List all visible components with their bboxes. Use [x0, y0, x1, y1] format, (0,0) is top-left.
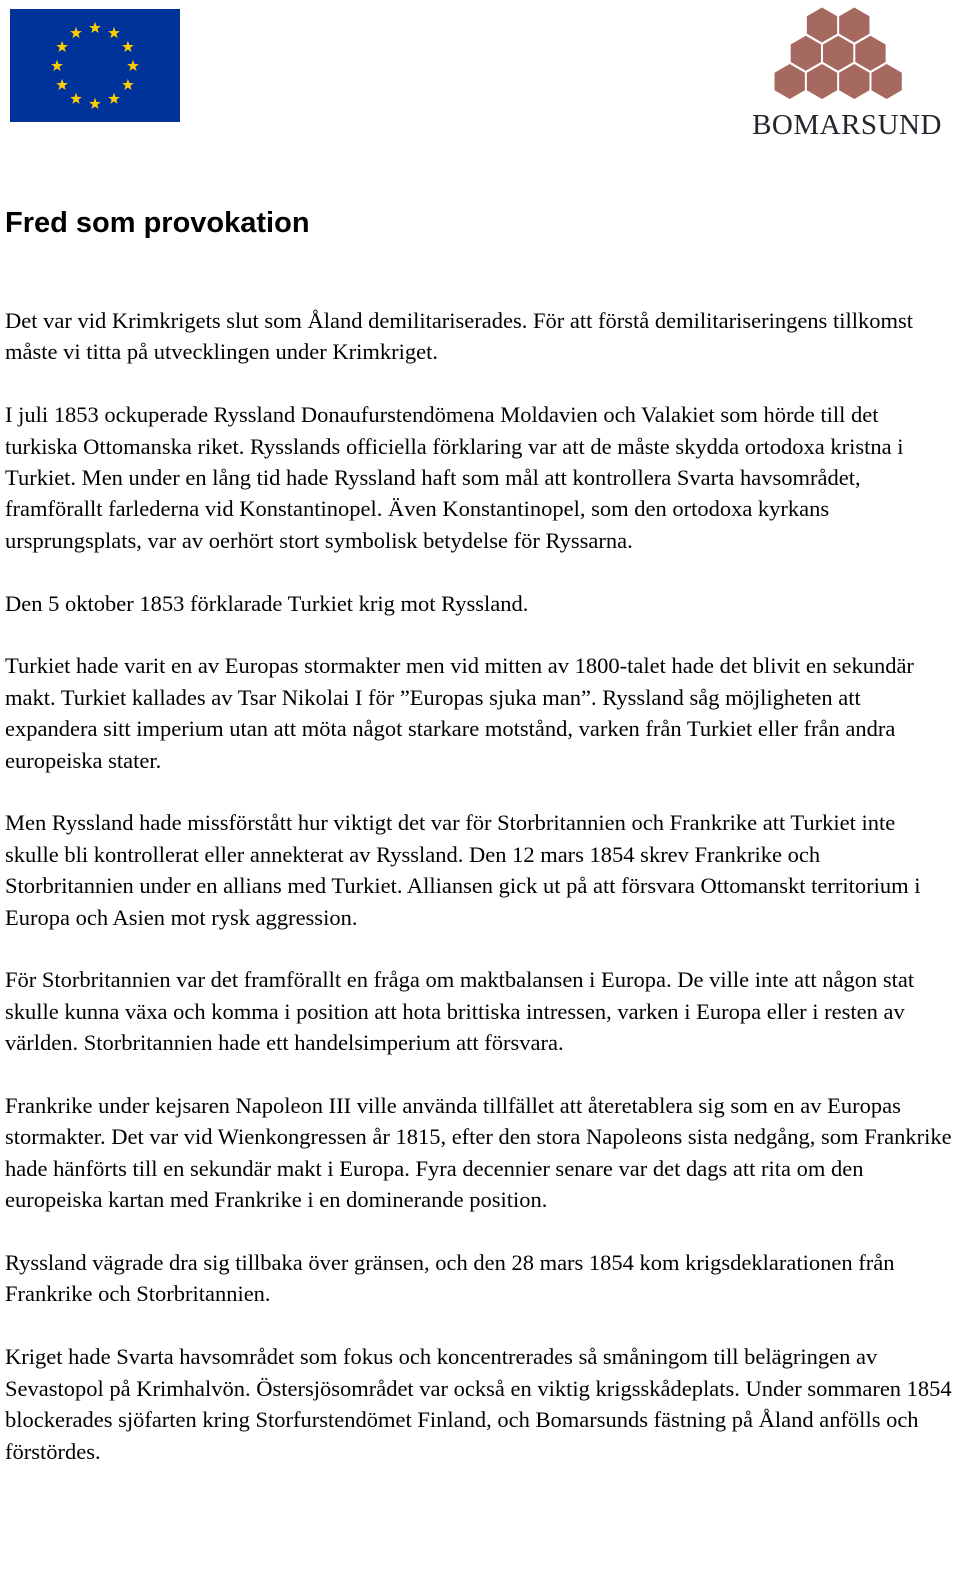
paragraph: Turkiet hade varit en av Europas stormakter men vid mitten av 1800-talet hade det blivit en sekundär makt. Turkiet kallades av Tsar Nikolai I för ”Europas sjuka man”. Ryssland såg möjligheten att expandera sitt imperium utan att möta något starkare motstånd, varken från Turkiet eller från andra europeiska stater.: [5, 653, 914, 773]
paragraph: Kriget hade Svarta havsområdet som fokus och koncentrerades så småningom till belägringen av Sevastopol på Krimhalvön. Östersjösområdet var också en viktig krigsskådeplats. Under sommaren 1854 blockerades sjöfarten kring Storfurstendömet Finland, och Bomarsunds fästning på Åland anfölls och förstördes.: [5, 1344, 952, 1464]
hexagon-icon: [807, 64, 837, 99]
bomarsund-logo: [738, 6, 956, 140]
paragraph: Ryssland vägrade dra sig tillbaka över gränsen, och den 28 mars 1854 kom krigsdeklarationen från Frankrike och Storbritannien.: [5, 1250, 895, 1307]
hexagon-icon: [823, 36, 853, 71]
hexagon-icon: [839, 64, 869, 99]
paragraph: För Storbritannien var det framförallt en fråga om maktbalansen i Europa. De ville inte att någon stat skulle kunna växa och komma i position att hota brittiska intressen, varken i Europa eller i resten av världen. Storbritannien hade ett handelsimperium att försvara.: [5, 967, 915, 1056]
logo-wordmark: BOMARSUND: [752, 109, 942, 141]
hexagon-icon: [775, 64, 805, 99]
hexagon-icon: [791, 36, 821, 71]
paragraph: Det var vid Krimkrigets slut som Åland demilitariserades. För att förstå demilitariseringens tillkomst måste vi titta på utvecklingen under Krimkriget.: [5, 308, 913, 365]
eu-flag-icon: [10, 9, 180, 122]
document-body: [5, 305, 953, 1498]
hexagon-icon: [871, 64, 901, 99]
hexagon-cluster-icon: [738, 6, 956, 110]
hexagon-icon: [807, 8, 837, 43]
hexagon-icon: [855, 36, 885, 71]
page-title: Fred som provokation: [5, 207, 310, 239]
paragraph: Men Ryssland hade missförstått hur viktigt det var för Storbritannien och Frankrike att Turkiet inte skulle bli kontrollerat eller annekterat av Ryssland. Den 12 mars 1854 skrev Frankrike och Storbritannien under en allians med Turkiet. Alliansen gick ut på att försvara Ottomanskt territorium i Europa och Asien mot rysk aggression.: [5, 810, 921, 930]
hexagon-icon: [839, 8, 869, 43]
paragraph: I juli 1853 ockuperade Ryssland Donaufurstendömena Moldavien och Valakiet som hörde till det turkiska Ottomanska riket. Rysslands officiella förklaring var att de måste skydda ortodoxa kristna i Turkiet. Men under en lång tid hade Ryssland haft som mål att kontrollera Svarta havsområdet, framförallt farlederna vid Konstantinopel. Även Konstantinopel, som den ortodoxa kyrkans ursprungsplats, var av oerhört stort symbolisk betydelse för Ryssarna.: [5, 402, 904, 553]
paragraph: Frankrike under kejsaren Napoleon III ville använda tillfället att återetablera sig som en av Europas stormakter. Det var vid Wienkongressen år 1815, efter den stora Napoleons sista nedgång, som Frankrike hade hänförts till en sekundär makt i Europa. Fyra decennier senare var det dags att rita om den europeiska kartan med Frankrike i en dominerande position.: [5, 1093, 952, 1213]
paragraph: Den 5 oktober 1853 förklarade Turkiet krig mot Ryssland.: [5, 590, 529, 616]
